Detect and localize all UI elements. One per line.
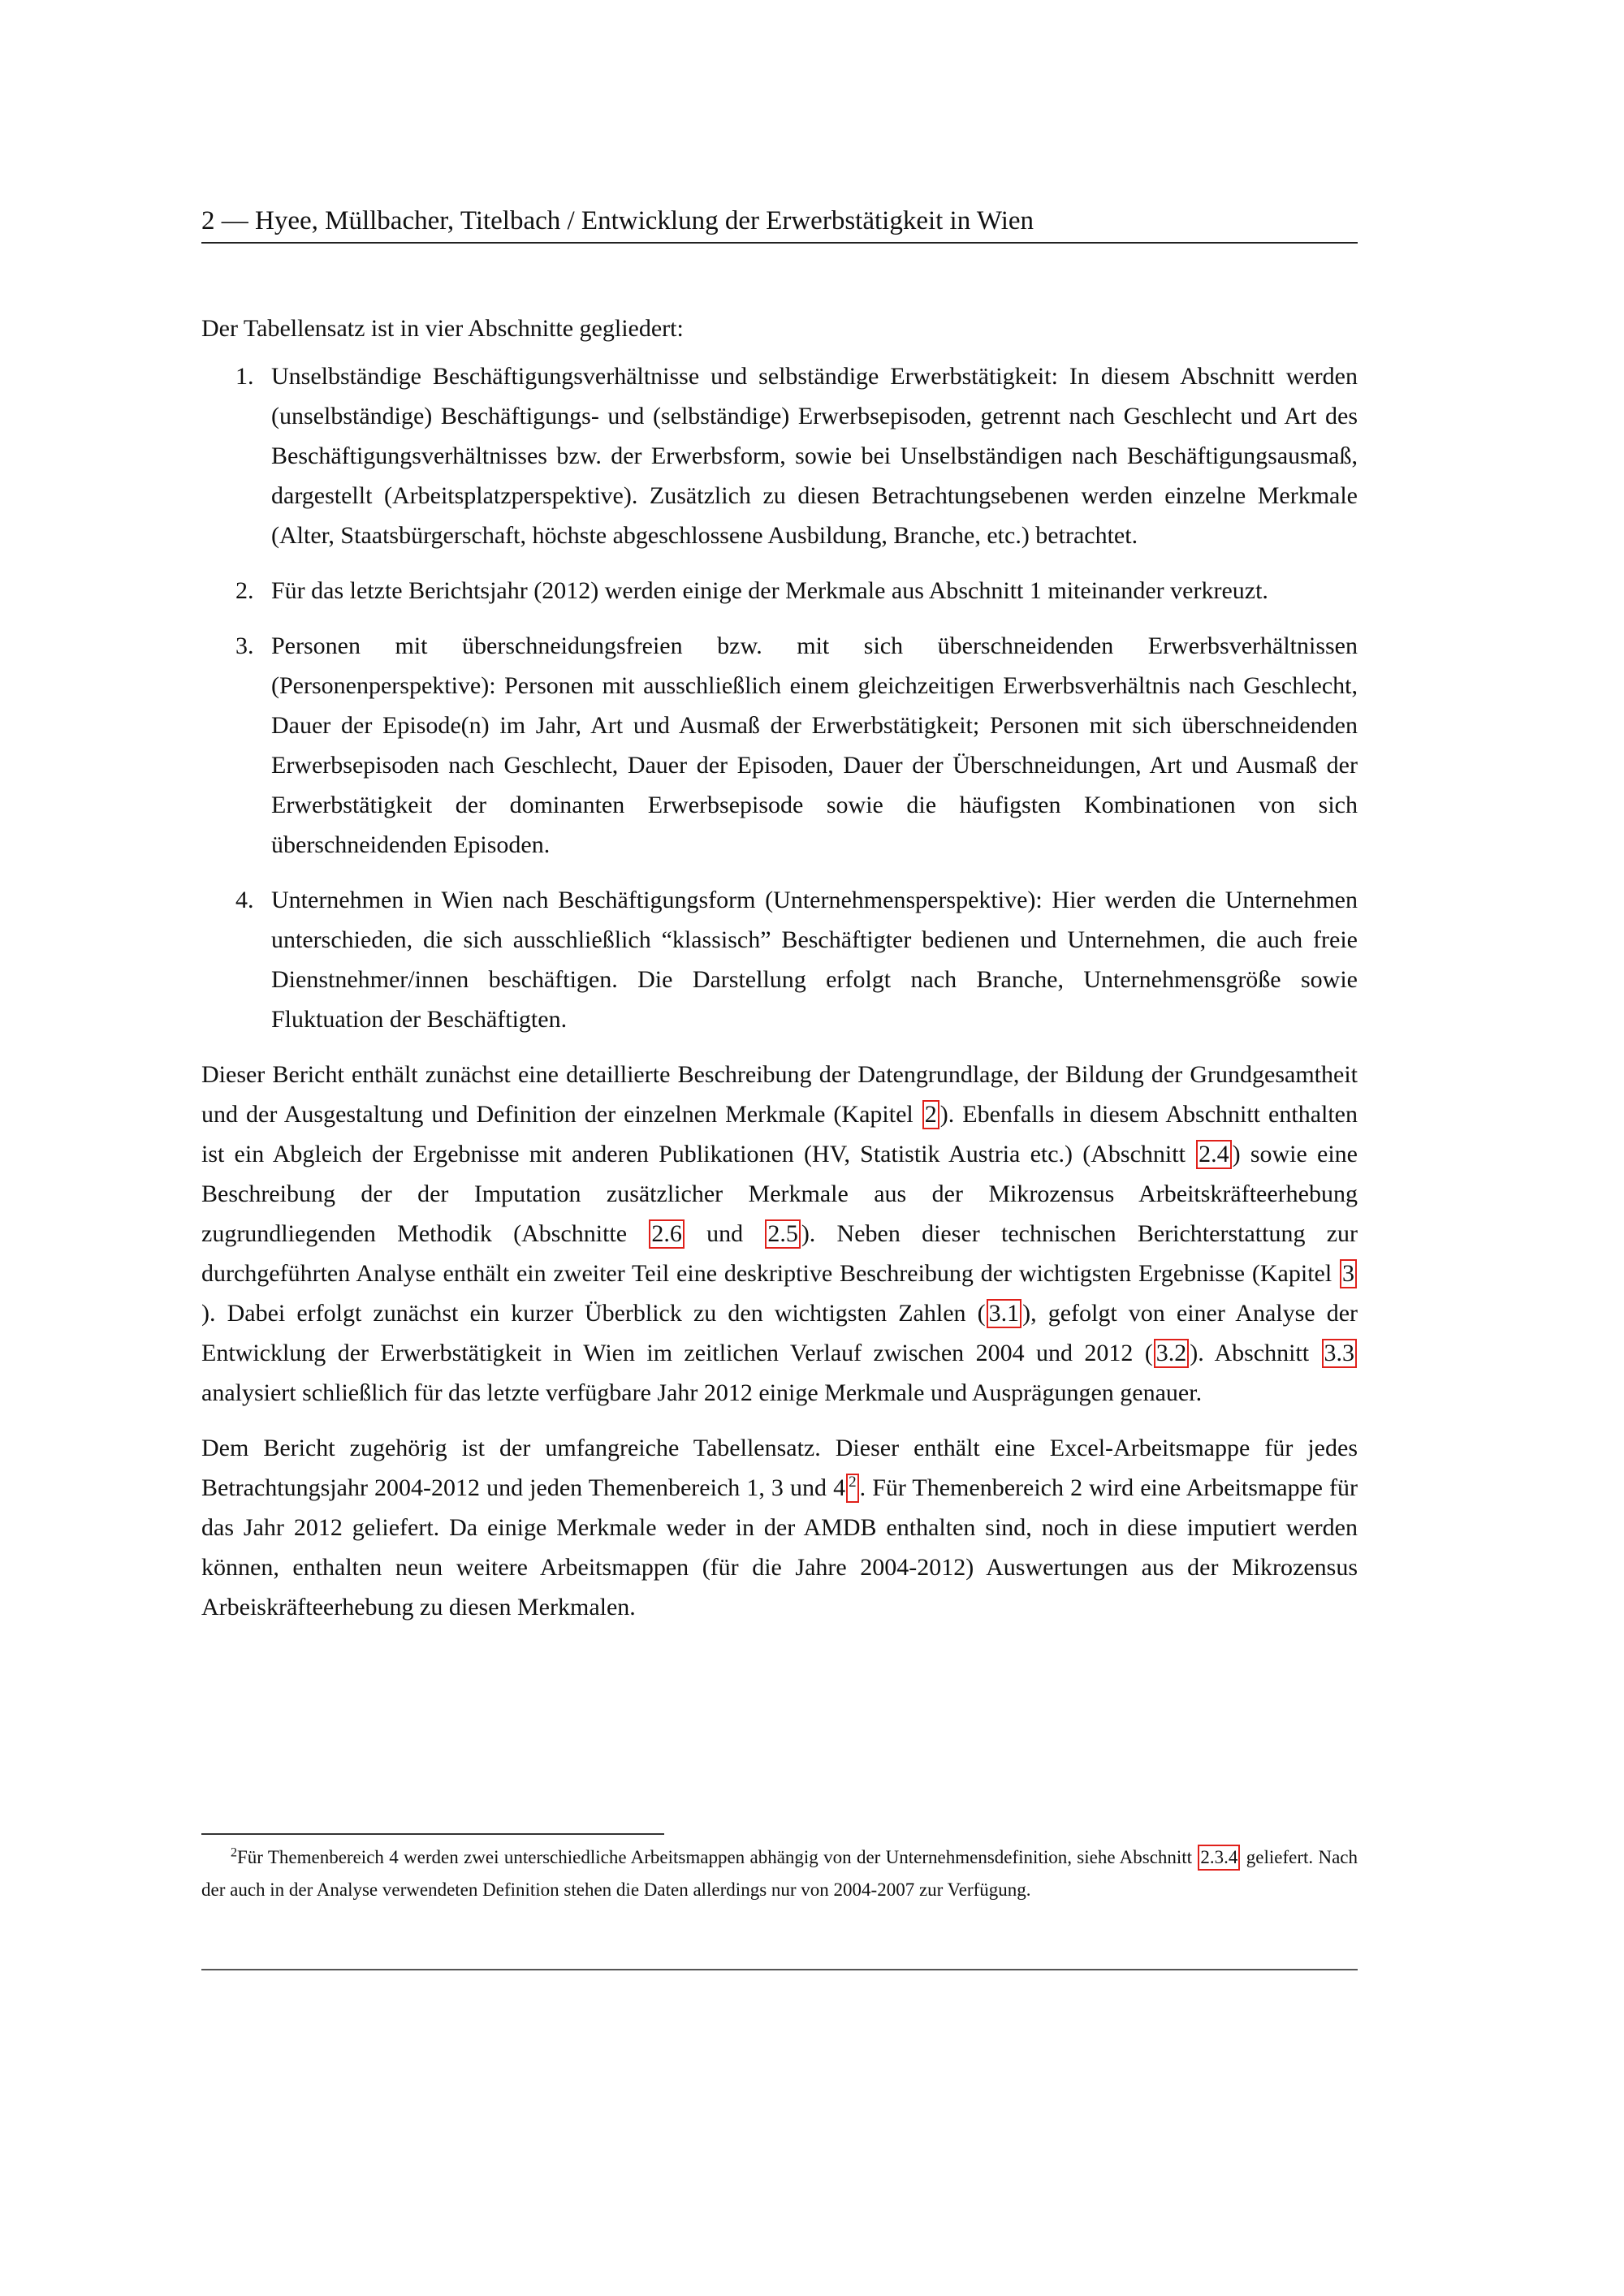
list-item-text: Personen mit überschneidungsfreien bzw. mit sich überschneidenden Erwerbsverhältnissen (Personenperspektive): Personen mit ausschließlich einem gleichzeitigen Erwerbsverhältnis nach Geschlecht, Dauer der Episode(n) im Jahr, Art und Ausmaß der Erwerbstätigkeit; Personen mit sich überschneidenden Erwerbsepisoden nach Geschlecht, Dauer der Episoden, Dauer der Überschneidungen, Art und Ausmaß der Erwerbstätigkeit der dominanten Erwerbsepisode sowie die häufigsten Kombinationen von sich überschneidenden Episoden. (271, 632, 1358, 858)
paragraph-text: ). Dabei erfolgt zunächst ein kurzer Überblick zu den wichtigsten Zahlen ( (201, 1300, 986, 1327)
list-item-number: 4. (235, 887, 254, 913)
footnote-text: Für Themenbereich 4 werden zwei unterschiedliche Arbeitsmappen abhängig von der Unternehmensdefinition, siehe Abschnitt (237, 1847, 1198, 1867)
report-overview-paragraph (201, 1055, 1358, 1413)
paragraph-text: ). Ebenfalls in diesem Abschnitt enthalten ist ein Abgleich der Ergebnisse mit anderen Publikationen (HV, Statistik Austria etc.) (Abschnitt (201, 1101, 1358, 1167)
paragraph-text: Dem Bericht zugehörig ist der umfangreiche Tabellensatz. Dieser enthält eine Excel-Arbeitsmappe für jedes Betrachtungsjahr 2004-2012 und jeden Themenbereich 1, 3 und 4 (201, 1435, 1358, 1501)
paragraph-text: ). Neben dieser technischen Berichterstattung zur durchgeführten Analyse enthält ein zweiter Teil eine deskriptive Beschreibung der wichtigsten Ergebnisse (Kapitel (201, 1220, 1358, 1287)
section-2-4-link[interactable]: 2.4 (1196, 1140, 1232, 1169)
intro-text: Der Tabellensatz ist in vier Abschnitte gegliedert: (201, 315, 684, 342)
list-item (201, 356, 1358, 555)
paragraph-text: ) sowie eine Beschreibung der der Imputation zusätzlicher Merkmale aus der Mikrozensus Arbeitskräfteerhebung zugrundliegenden Methodik (Abschnitte (201, 1141, 1358, 1247)
footnote-mark: 2 (231, 1845, 237, 1860)
section-list (201, 356, 1358, 1039)
footnote-marker: 2 (849, 1474, 857, 1491)
section-2-6-link[interactable]: 2.6 (649, 1219, 685, 1249)
section-3-1-link[interactable]: 3.1 (987, 1299, 1022, 1328)
body-content (201, 309, 1358, 1627)
list-item-text: Für das letzte Berichtsjahr (2012) werden einige der Merkmale aus Abschnitt 1 miteinander verkreuzt. (271, 577, 1268, 604)
footnote-text: geliefert. Nach der auch in der Analyse verwendeten Definition stehen die Daten allerdings nur von 2004-2007 zur Verfügung. (201, 1847, 1358, 1900)
paragraph-text: analysiert schließlich für das letzte verfügbare Jahr 2012 einige Merkmale und Ausprägungen genauer. (201, 1379, 1203, 1406)
list-item-text: Unternehmen in Wien nach Beschäftigungsform (Unternehmensperspektive): Hier werden die Unternehmen unterschieden, die sich ausschließlich “klassisch” Beschäftigter bedienen und Unternehmen, die auch freie Dienstnehmer/innen beschäftigen. Die Darstellung erfolgt nach Branche, Unternehmensgröße sowie Fluktuation der Beschäftigten. (271, 887, 1358, 1033)
chapter-3-link[interactable]: 3 (1340, 1259, 1357, 1288)
footnote-2-link[interactable] (846, 1474, 859, 1503)
list-item-text: Unselbständige Beschäftigungsverhältnisse und selbständige Erwerbstätigkeit: In diesem Abschnitt werden (unselbständige) Beschäftigungs- und (selbständige) Erwerbsepisoden, getrennt nach Geschlecht und Art des Beschäftigungsverhältnisses bzw. der Erwerbsform, sowie bei Unselbständigen nach Beschäftigungsausmaß, dargestellt (Arbeitsplatzperspektive). Zusätzlich zu diesen Betrachtungsebenen werden einzelne Merkmale (Alter, Staatsbürgerschaft, höchste abgeschlossene Ausbildung, Branche, etc.) betrachtet. (271, 363, 1358, 549)
paragraph-text: und (685, 1220, 765, 1247)
table-set-paragraph (201, 1428, 1358, 1627)
list-item (201, 626, 1358, 865)
section-3-2-link[interactable]: 3.2 (1154, 1339, 1190, 1368)
section-2-5-link[interactable]: 2.5 (765, 1219, 801, 1249)
footnote-divider (201, 1833, 664, 1835)
paragraph-text: Dieser Bericht enthält zunächst eine detaillierte Beschreibung der Datengrundlage, der Bildung der Grundgesamtheit und der Ausgestaltung und Definition der einzelnen Merkmale (Kapitel (201, 1061, 1358, 1128)
list-item-number: 1. (235, 363, 254, 390)
paragraph-text: ). Abschnitt (1190, 1340, 1321, 1366)
list-item (201, 880, 1358, 1039)
page-bottom-divider (201, 1969, 1358, 1970)
list-item (201, 571, 1358, 611)
list-item-number: 3. (235, 632, 254, 659)
list-item-number: 2. (235, 577, 254, 604)
footnote (201, 1841, 1358, 1906)
section-3-3-link[interactable]: 3.3 (1322, 1339, 1358, 1368)
paragraph-text: . Für Themenbereich 2 wird eine Arbeitsmappe für das Jahr 2012 geliefert. Da einige Merkmale weder in der AMDB enthalten sind, noch in diese imputiert werden können, enthalten neun weitere Arbeitsmappen (für die Jahre 2004-2012) Auswertungen aus der Mikrozensus Arbeiskräfteerhebung zu diesen Merkmalen. (201, 1474, 1358, 1621)
paragraph-text: ), gefolgt von einer Analyse der Entwicklung der Erwerbstätigkeit in Wien im zeitlichen Verlauf zwischen 2004 und 2012 ( (201, 1300, 1358, 1366)
running-header: 2 — Hyee, Müllbacher, Titelbach / Entwicklung der Erwerbstätigkeit in Wien (201, 203, 1358, 244)
chapter-2-link[interactable]: 2 (922, 1100, 939, 1129)
section-2-3-4-link[interactable]: 2.3.4 (1198, 1845, 1240, 1871)
